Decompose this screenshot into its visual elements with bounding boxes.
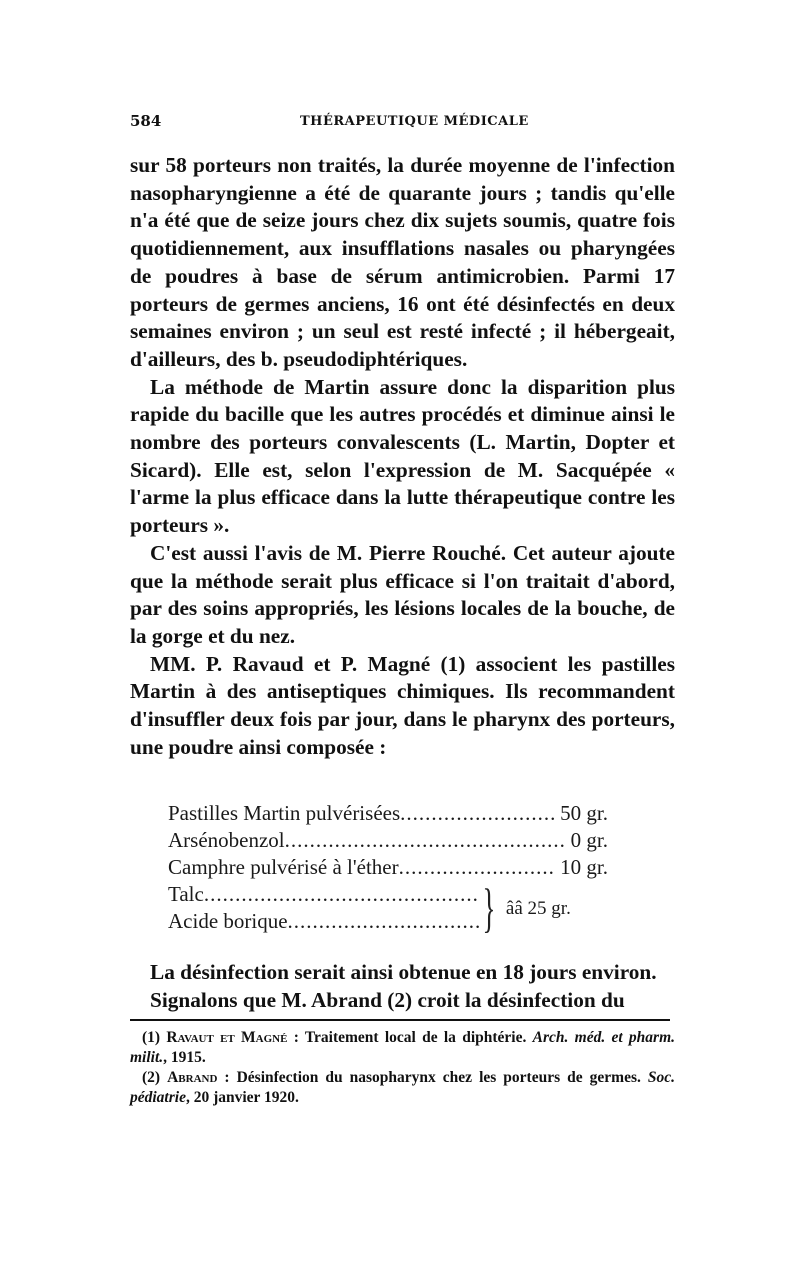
leader-dots	[400, 800, 554, 827]
powder-formula	[168, 800, 608, 938]
formula-row	[168, 827, 608, 854]
formula-row	[168, 908, 480, 935]
footnote-journal: Soc. pédiatrie	[130, 1069, 675, 1106]
footnote-date: , 20 janvier 1920.	[185, 1089, 299, 1106]
footnote-authors: Ravaut et Magné	[166, 1029, 288, 1046]
leader-dots	[285, 827, 565, 854]
formula-ingredient: Acide borique	[168, 909, 288, 933]
running-title: THÉRAPEUTIQUE MÉDICALE	[300, 114, 529, 129]
formula-quantity: ââ 25 gr.	[505, 897, 571, 919]
formula-quantity: 0 gr.	[570, 828, 608, 852]
leader-dots	[204, 881, 480, 908]
formula-grouped-rows	[168, 878, 608, 938]
footnote-text: : Désinfection du nasopharynx chez les porteurs de germes.	[217, 1069, 648, 1086]
leader-dots	[399, 854, 555, 881]
body-text	[130, 152, 675, 761]
formula-ingredient: Pastilles Martin pulvérisées	[168, 801, 401, 825]
paragraph: MM. P. Ravaud et P. Magné (1) associent les pastilles Martin à des antiseptiques chimiques. Ils recommandent d'insuffler deux fois par jour, dans le pharynx des porteurs, une poudre ainsi composée :	[130, 651, 675, 759]
formula-row	[168, 881, 480, 908]
paragraph: C'est aussi l'avis de M. Pierre Rouché. Cet auteur ajoute que la méthode serait plus efficace si l'on traitait d'abord, par des soins appropriés, les lésions locales de la bouche, de la gorge et du nez.	[130, 540, 675, 648]
footnote-marker: (2)	[142, 1069, 161, 1086]
footnote	[130, 1068, 675, 1108]
formula-quantity: 10 gr.	[560, 855, 608, 879]
footnote-separator	[130, 1019, 670, 1021]
formula-row	[168, 854, 608, 881]
footnote-journal: Arch. méd. et pharm. milit.	[130, 1029, 675, 1066]
paragraph: La désinfection serait ainsi obtenue en 18 jours environ.	[150, 960, 657, 984]
formula-row	[168, 800, 608, 827]
formula-quantity: 50 gr.	[560, 801, 608, 825]
closing-text	[130, 958, 675, 1014]
formula-ingredient: Camphre pulvérisé à l'éther	[168, 855, 399, 879]
footnotes	[130, 1028, 675, 1108]
footnote-marker: (1)	[142, 1029, 161, 1046]
formula-ingredient: Talc	[168, 882, 204, 906]
footnote-authors: Abrand	[167, 1069, 218, 1086]
footnote-text: : Traitement local de la diphtérie.	[287, 1029, 533, 1046]
formula-ingredient: Arsénobenzol	[168, 828, 285, 852]
brace: }	[482, 878, 496, 938]
footnote	[130, 1028, 675, 1068]
footnote-year: , 1915.	[163, 1049, 206, 1066]
paragraph: sur 58 porteurs non traités, la durée moyenne de l'infection nasopharyngienne a été de quarante jours ; tandis qu'elle n'a été que de seize jours chez dix sujets soumis, quatre fois quotidiennement, aux insufflations nasales ou pharyngées de poudres à base de sérum antimicrobien. Parmi 17 porteurs de germes anciens, 16 ont été désinfectés en deux semaines environ ; un seul est resté infecté ; il hébergeait, d'ailleurs, des b. pseudodiphtériques.	[130, 153, 675, 371]
paragraph: Signalons que M. Abrand (2) croit la désinfection du	[150, 988, 625, 1012]
leader-dots	[288, 908, 480, 935]
page-number: 584	[130, 112, 162, 130]
paragraph: La méthode de Martin assure donc la disparition plus rapide du bacille que les autres procédés et diminue ainsi le nombre des porteurs convalescents (L. Martin, Dopter et Sicard). Elle est, selon l'expression de M. Sacquépée « l'arme la plus efficace dans la lutte thérapeutique contre les porteurs ».	[130, 374, 675, 538]
page-header	[130, 112, 675, 134]
